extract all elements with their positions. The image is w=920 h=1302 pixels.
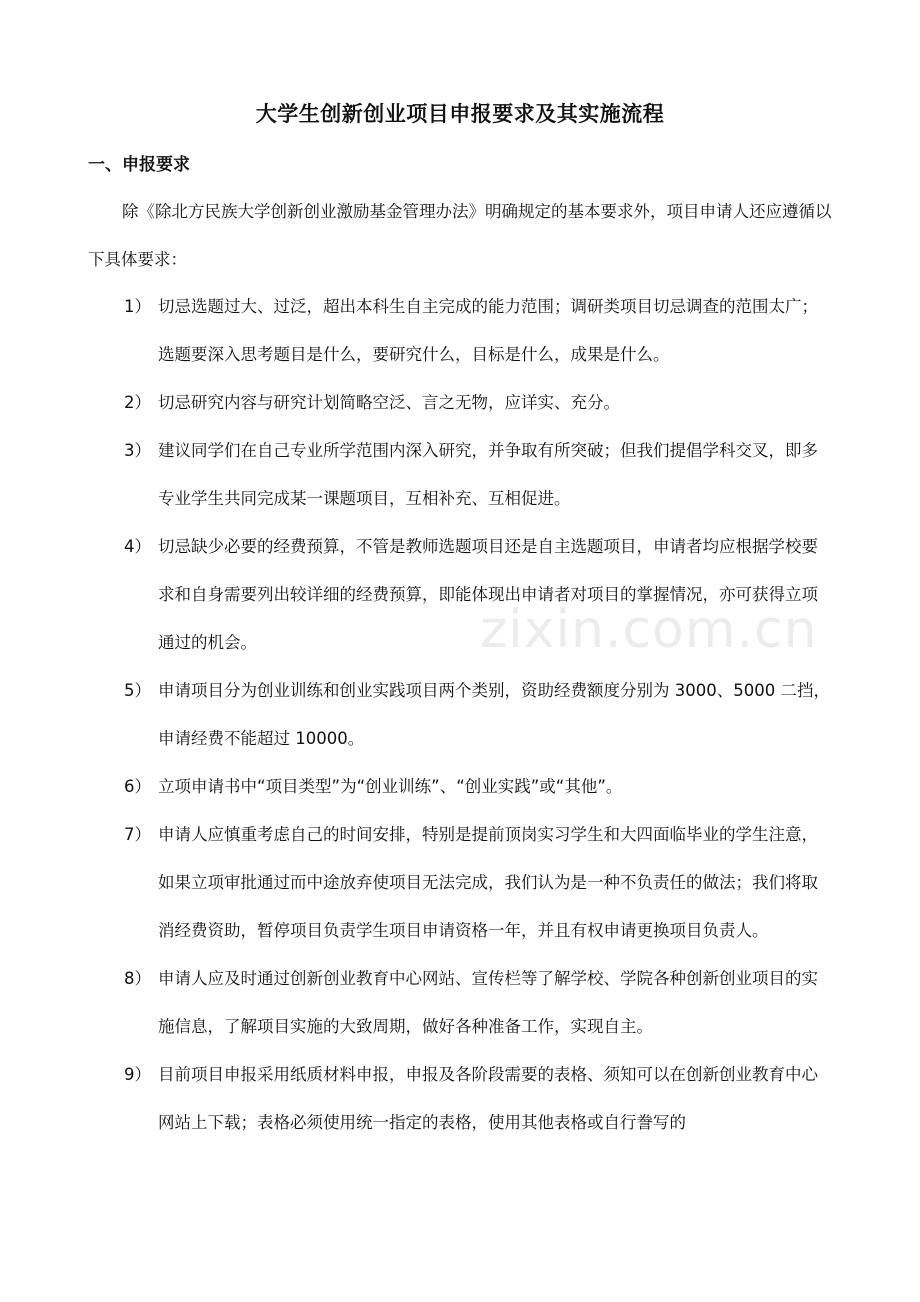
requirement-number: 5） <box>124 681 151 700</box>
requirement-item <box>124 763 834 811</box>
requirement-item <box>124 427 834 523</box>
requirement-item <box>124 955 834 1051</box>
requirement-item <box>124 1051 834 1147</box>
requirement-item <box>124 667 834 763</box>
requirement-text: 立项申请书中“项目类型”为“创业训练”、“创业实践”或“其他”。 <box>158 777 623 796</box>
requirement-number: 6） <box>124 777 151 796</box>
requirement-number: 7） <box>124 825 151 844</box>
intro-paragraph: 除《除北方民族大学创新创业激励基金管理办法》明确规定的基本要求外，项目申请人还应遵循以下具体要求： <box>88 202 832 269</box>
requirement-number: 1） <box>124 297 151 316</box>
requirement-item <box>124 811 834 955</box>
requirement-text: 申请项目分为创业训练和创业实践项目两个类别，资助经费额度分别为 3000、5000 二挡，申请经费不能超过 10000。 <box>158 681 830 748</box>
requirement-number: 3） <box>124 441 151 460</box>
requirement-number: 8） <box>124 969 151 988</box>
requirement-number: 2） <box>124 393 151 412</box>
requirement-text: 目前项目申报采用纸质材料申报，申报及各阶段需要的表格、须知可以在创新创业教育中心网站上下载；表格必须使用统一指定的表格，使用其他表格或自行誊写的 <box>158 1065 818 1132</box>
watermark: zixin.com.cn <box>480 600 818 660</box>
requirement-text: 切忌缺少必要的经费预算，不管是教师选题项目还是自主选题项目，申请者均应根据学校要求和自身需要列出较详细的经费预算，即能体现出申请者对项目的掌握情况，亦可获得立项通过的机会。 <box>158 537 818 652</box>
requirement-number: 9） <box>124 1065 151 1084</box>
requirement-text: 申请人应及时通过创新创业教育中心网站、宣传栏等了解学校、学院各种创新创业项目的实施信息，了解项目实施的大致周期，做好各种准备工作，实现自主。 <box>158 969 818 1036</box>
requirements-list <box>124 283 834 1147</box>
requirement-item <box>124 379 834 427</box>
requirement-text: 申请人应慎重考虑自己的时间安排，特别是提前顶岗实习学生和大四面临毕业的学生注意，如果立项审批通过而中途放弃使项目无法完成，我们认为是一种不负责任的做法；我们将取消经费资助，暂停项目负责学生项目申请资格一年，并且有权申请更换项目负责人。 <box>158 825 818 940</box>
requirement-text: 切忌研究内容与研究计划简略空泛、言之无物，应详实、充分。 <box>158 393 620 412</box>
requirement-item <box>124 283 834 379</box>
requirement-text: 建议同学们在自己专业所学范围内深入研究，并争取有所突破；但我们提倡学科交叉，即多专业学生共同完成某一课题项目，互相补充、互相促进。 <box>158 441 818 508</box>
requirement-text: 切忌选题过大、过泛，超出本科生自主完成的能力范围；调研类项目切忌调查的范围太广；选题要深入思考题目是什么，要研究什么，目标是什么，成果是什么。 <box>158 297 818 364</box>
requirement-number: 4） <box>124 537 151 556</box>
document-title: 大学生创新创业项目申报要求及其实施流程 <box>255 102 665 126</box>
section-heading: 一、申报要求 <box>88 155 190 175</box>
requirement-item <box>124 523 834 667</box>
